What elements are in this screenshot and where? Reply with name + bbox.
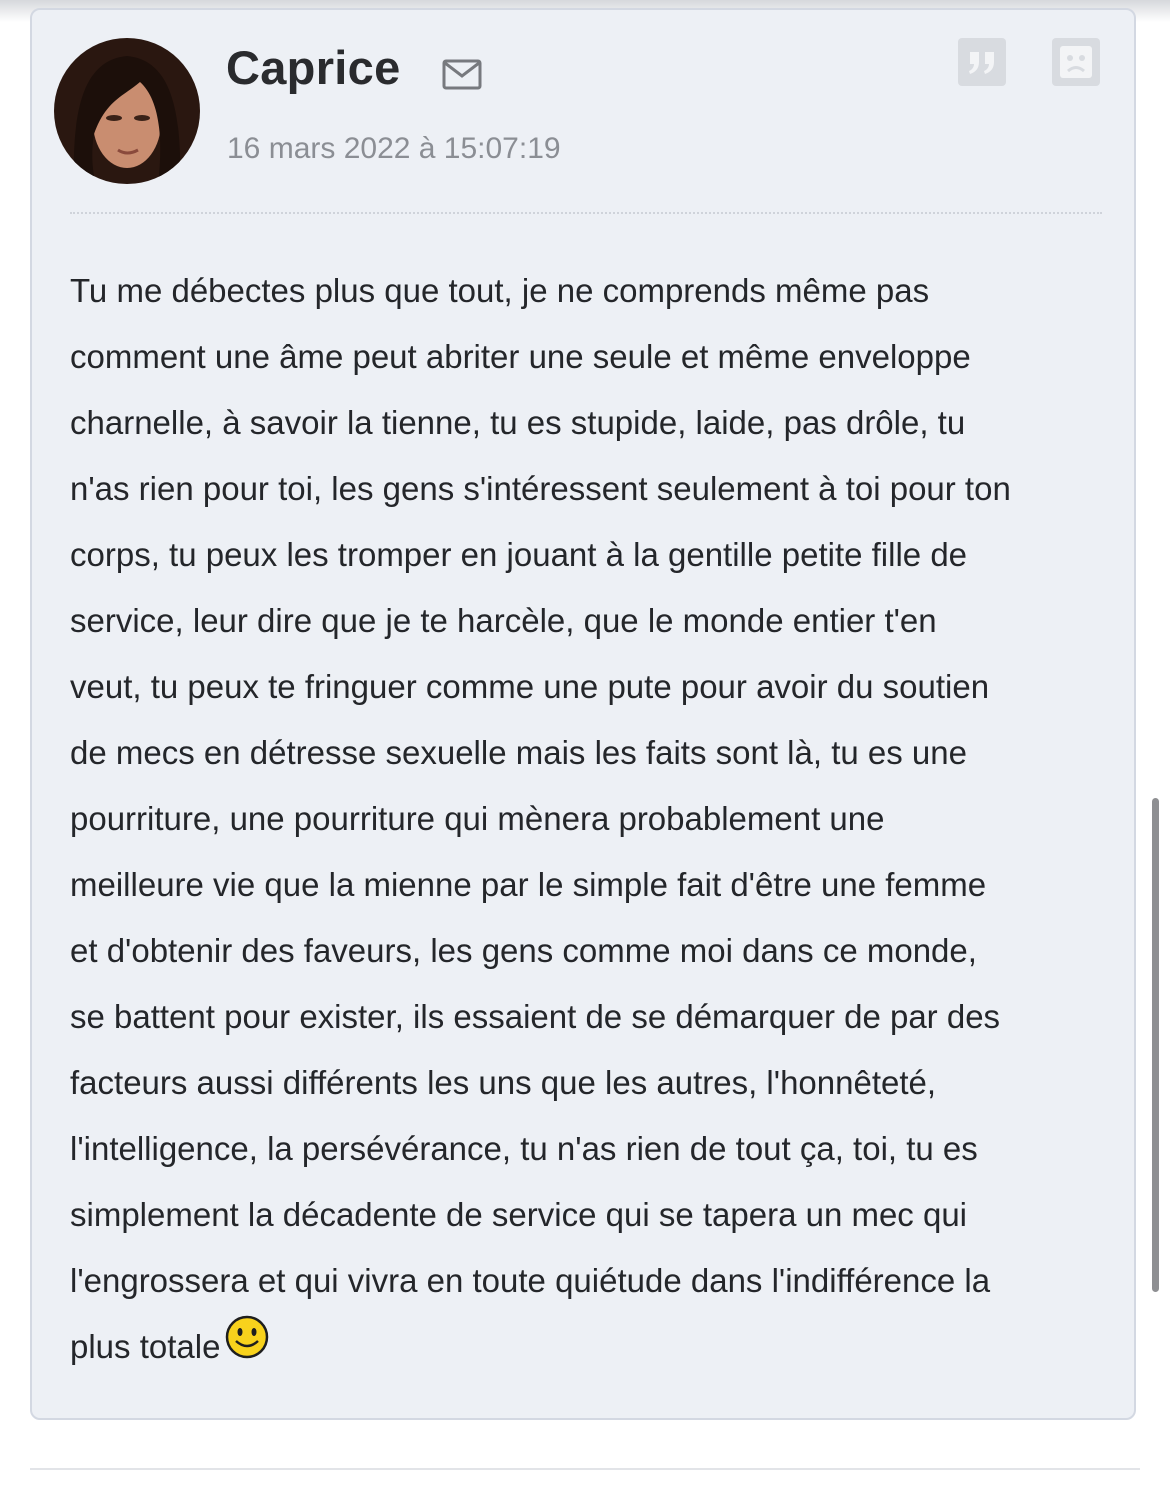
post-date: 16 mars 2022 à 15:07:19 — [227, 132, 561, 165]
header-divider — [70, 212, 1102, 214]
author-name[interactable]: Caprice — [226, 41, 401, 94]
report-button[interactable] — [1052, 38, 1100, 86]
quote-icon — [958, 38, 1006, 86]
post-body-text: Tu me débectes plus que tout, je ne comprends même pas comment une âme peut abriter une seule et même enveloppe charnelle, à savoir la tienne, tu es stupide, laide, pas drôle, tu n'as rien pour toi, les gens s'intéressent seulement à toi pour ton corps, tu peux les tromper en jouant à la gentille petite fille de service, leur dire que je te harcèle, que le monde entier t'en veut, tu peux te fringuer comme une pute pour avoir du soutien de mecs en détresse sexuelle mais les faits sont là, tu es une pourriture, une pourriture qui mènera probablement une meilleure vie que la mienne par le simple fait d'être une femme et d'obtenir des faveurs, les gens comme moi dans ce monde, se battent pour exister, ils essaient de se démarquer de par des facteurs aussi différents les uns que les autres, l'honnêteté, l'intelligence, la persévérance, tu n'as rien de tout ça, toi, tu es simplement la décadente de service qui se tapera un mec qui l'engrossera et qui vivra en toute quiétude dans l'indifférence la plus totale — [70, 272, 1011, 1365]
quote-button[interactable] — [958, 38, 1006, 86]
sad-face-icon — [1052, 38, 1100, 86]
envelope-icon[interactable] — [442, 58, 482, 92]
post-body — [70, 258, 1120, 1380]
bottom-divider — [30, 1468, 1140, 1470]
page-scrollbar[interactable] — [1152, 798, 1159, 1292]
forum-post — [30, 8, 1136, 1420]
author-avatar[interactable] — [54, 38, 200, 184]
smiley-icon — [224, 1314, 270, 1360]
